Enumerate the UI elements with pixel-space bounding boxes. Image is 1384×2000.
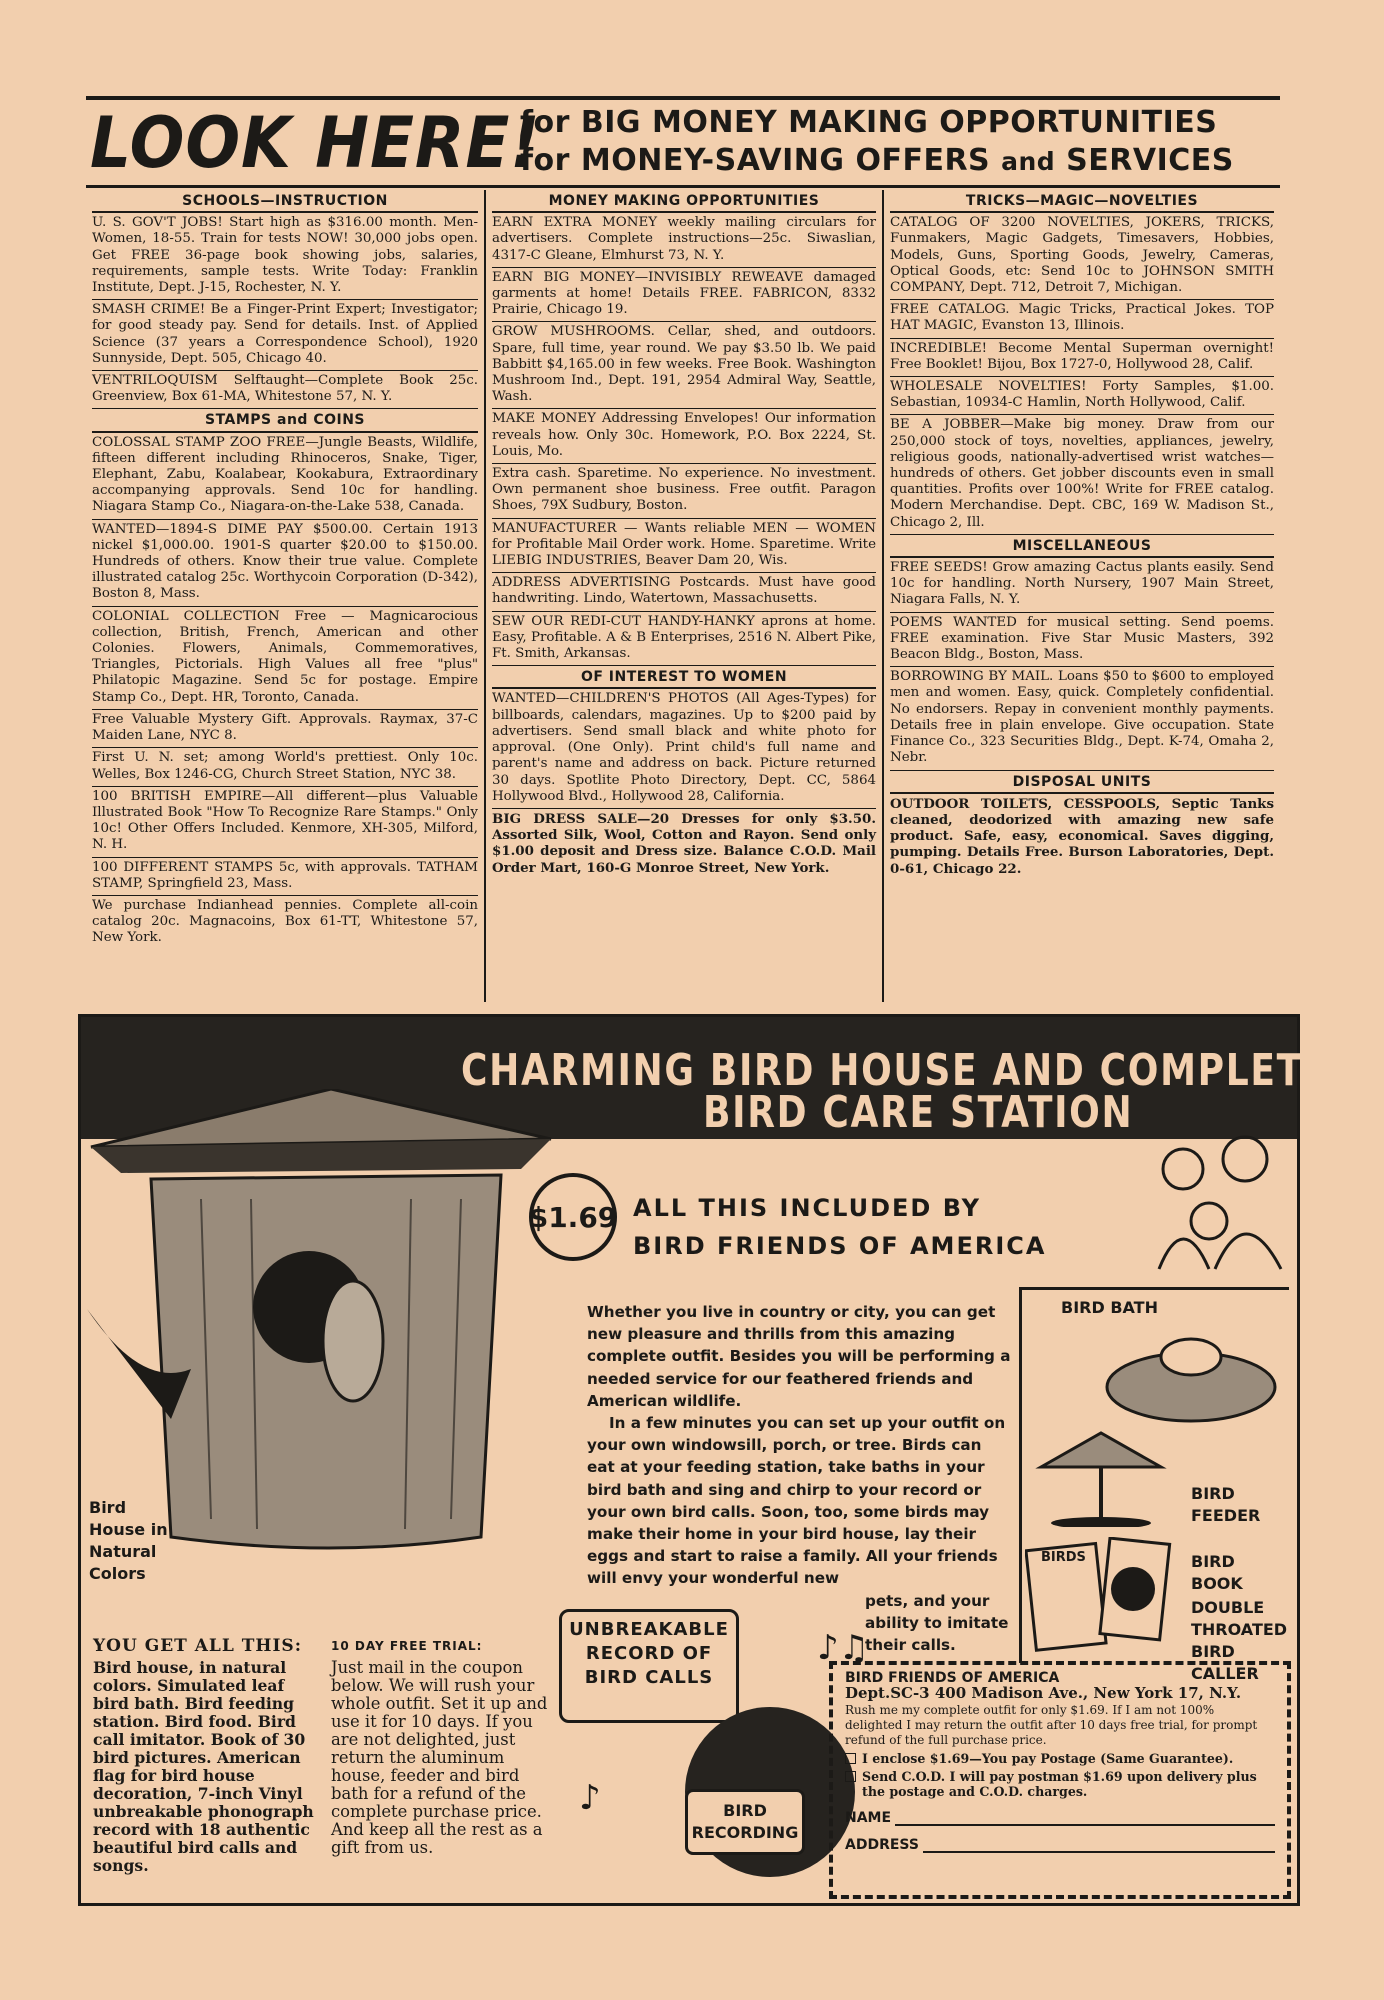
body-paragraph: In a few minutes you can set up your outfit on your own windowsill, porch, or tree. Birds can eat at your feeding station, take baths in your bird bath and sing and chirp to your record or your own bird calls. Soon, too, some birds may make their home in your bird house, lay their eggs and start to raise a family. All your friends will envy your wonderful new	[587, 1414, 1006, 1588]
classified-ad: EARN EXTRA MONEY weekly mailing circulars for advertisers. Complete instructions—25c. Siwaslian, 4317-C Gleane, Elmhurst 73, N. Y.	[492, 213, 876, 268]
classified-ad: 100 DIFFERENT STAMPS 5c, with approvals. TATHAM STAMP, Springfield 23, Mass.	[92, 858, 478, 896]
roof-shape	[91, 1089, 551, 1147]
checkbox[interactable]	[845, 1753, 856, 1764]
section-title: SCHOOLS—INSTRUCTION	[92, 190, 478, 213]
coupon-body: Rush me my complete outfit for only $1.69. If I am not 100% delighted I may return the outfit after 10 days free trial, for prompt refund of the full purchase price.	[845, 1703, 1258, 1747]
ad-headline-2: BIRD CARE STATION	[703, 1087, 1134, 1138]
address-field[interactable]	[845, 1838, 1275, 1853]
name-line[interactable]	[895, 1812, 1275, 1826]
classified-ad: CATALOG OF 3200 NOVELTIES, JOKERS, TRICKS, Funmakers, Magic Gadgets, Timesavers, Hobbies, Models, Guns, Sporting Goods, Jewelry, Cameras, Optical Goods, etc: Send 10c to JOHNSON SMITH COMPANY, Dept. 712, Detroit 7, Michigan.	[890, 213, 1274, 300]
checkbox[interactable]	[845, 1771, 856, 1782]
classified-ad: Extra cash. Sparetime. No experience. No investment. Own permanent shoe business. Free outfit. Paragon Shoes, 79X Sudbury, Boston.	[492, 464, 876, 519]
bird-book-cover-title: BIRDS	[1041, 1550, 1086, 1565]
bird-caller-label: DOUBLE THROATED BIRD CALLER	[1191, 1598, 1288, 1683]
classified-ad: SEW OUR REDI-CUT HANDY-HANKY aprons at home. Easy, Profitable. A & B Enterprises, 2516 N. Albert Pike, Ft. Smith, Arkansas.	[492, 612, 876, 667]
coupon-option-label: Send C.O.D. I will pay postman $1.69 upon delivery plus the postage and C.O.D. charges.	[862, 1769, 1257, 1799]
bird-feeder-label: BIRD FEEDER	[1191, 1484, 1261, 1525]
classified-ad: BIG DRESS SALE—20 Dresses for only $3.50. Assorted Silk, Wool, Cotton and Rayon. Send only $1.00 deposit and Dress size. Balance C.O.D. Mail Order Mart, 160-G Monroe Street, New York.	[492, 810, 876, 876]
family-illustration	[1149, 1129, 1289, 1279]
classified-ad: Free Valuable Mystery Gift. Approvals. Raymax, 37-C Maiden Lane, NYC 8.	[92, 710, 478, 748]
getall-text: Bird house, in natural colors. Simulated leaf bird bath. Bird feeding station. Bird food. Bird call imitator. Book of 30 bird pictures. American flag for bird house decoration, 7-inch Vinyl unbreakable phonograph record with 18 authentic beautiful bird calls and songs.	[93, 1658, 314, 1875]
classified-ad: U. S. GOV'T JOBS! Start high as $316.00 month. Men-Women, 18-55. Train for tests NOW! 30,000 jobs open. Get FREE 36-page book showing jobs, salaries, requirements, sample tests. Write Today: Franklin Institute, Dept. J-15, Rochester, N. Y.	[92, 213, 478, 300]
classified-ad: ADDRESS ADVERTISING Postcards. Must have good handwriting. Lindo, Watertown, Massachusetts.	[492, 573, 876, 611]
classified-ad: INCREDIBLE! Become Mental Superman overnight! Free Booklet! Bijou, Box 1727-0, Hollywood 28, Calif.	[890, 339, 1274, 377]
classified-ad: 100 BRITISH EMPIRE—All different—plus Valuable Illustrated Book "How To Recognize Rare Stamps." Only 10c! Other Offers Included. Kenmore, XH-305, Milford, N. H.	[92, 787, 478, 858]
classified-ad: VENTRILOQUISM Selftaught—Complete Book 25c. Greenview, Box 61-MA, Whitestone 57, N. Y.	[92, 371, 478, 409]
coupon-option[interactable]	[845, 1769, 1275, 1799]
order-coupon	[829, 1661, 1291, 1899]
coupon-company: BIRD FRIENDS OF AMERICA	[845, 1670, 1060, 1686]
address-field-label: ADDRESS	[845, 1837, 919, 1853]
classified-ad: OUTDOOR TOILETS, CESSPOOLS, Septic Tanks cleaned, deodorized with amazing new safe product. Safe, easy, economical. Saves digging, pumping. Details Free. Burson Laboratories, Dept. 0-61, Chicago 22.	[890, 795, 1274, 877]
classified-ad: BORROWING BY MAIL. Loans $50 to $600 to employed men and women. Easy, quick. Completely confidential. No endorsers. Repay in convenient monthly payments. Details free in plain envelope. Give occupation. State Finance Co., 323 Securities Bldg., Dept. K-74, Omaha 2, Nebr.	[890, 667, 1274, 770]
section-title: STAMPS and COINS	[92, 409, 478, 432]
classified-ad: POEMS WANTED for musical setting. Send poems. FREE examination. Five Star Music Masters, 392 Beacon Bldg., Boston, Mass.	[890, 613, 1274, 668]
included-banner	[633, 1189, 1046, 1265]
ad-headline-1: CHARMING BIRD HOUSE AND COMPLETE	[461, 1045, 1330, 1096]
record-callout: UNBREAKABLE RECORD OF BIRD CALLS	[559, 1609, 739, 1723]
classified-page	[86, 96, 1280, 1002]
section-title: MONEY MAKING OPPORTUNITIES	[492, 190, 876, 213]
ad-body-copy	[587, 1301, 1011, 1656]
body-paragraph: pets, and your ability to imitate their calls.	[865, 1591, 1009, 1655]
bird-house-label: Bird House in Natural Colors	[89, 1498, 168, 1583]
classified-columns	[86, 190, 1280, 1002]
classified-ad: We purchase Indianhead pennies. Complete all-coin catalog 20c. Magnacoins, Box 61-TT, Whitestone 57, New York.	[92, 897, 478, 946]
bird-book-label: BIRD BOOK	[1191, 1552, 1243, 1593]
coupon-address-line	[845, 1686, 1275, 1701]
classified-ad: FREE SEEDS! Grow amazing Cactus plants easily. Send 10c for handling. North Nursery, 1907 Main Street, Niagara Falls, N. Y.	[890, 558, 1274, 613]
trial-text: Just mail in the coupon below. We will rush your whole outfit. Set it up and use it for 10 days. If you are not delighted, just return the aluminum house, feeder and bird bath for a refund of the complete purchase price. And keep all the rest as a gift from us.	[331, 1658, 548, 1857]
classified-ad: GROW MUSHROOMS. Cellar, shed, and outdoors. Spare, full time, year round. We pay $3.50 lb. We paid Babbitt $4,165.00 in few weeks. Free Book. Washington Mushroom Ind., Dept. 191, 2954 Admiral Way, Seattle, Wash.	[492, 322, 876, 409]
classified-ad: COLONIAL COLLECTION Free — Magnicarocious collection, British, French, American and other Colonies. Flowers, Animals, Commemoratives, Triangles, Pictorials. High Values all free "plus" Philatopic Magazine. Send 5c for postage. Empire Stamp Co., Dept. HR, Toronto, Canada.	[92, 607, 478, 710]
trial-heading: 10 DAY FREE TRIAL:	[331, 1639, 483, 1653]
column-1	[86, 190, 484, 1002]
tagline-1: for BIG MONEY MAKING OPPORTUNITIES	[520, 105, 1218, 140]
included-line-1: ALL THIS INCLUDED BY	[633, 1194, 982, 1222]
coupon-dept: Dept.SC-3	[845, 1684, 930, 1702]
music-note-icon: ♪	[579, 1778, 601, 1818]
record-label: BIRD RECORDING	[685, 1789, 805, 1855]
tagline-2b: and	[1001, 147, 1056, 176]
section-title: MISCELLANEOUS	[890, 535, 1274, 558]
classified-ad: SMASH CRIME! Be a Finger-Print Expert; Investigator; for good steady pay. Send for details. Inst. of Applied Science (37 years a Correspondence School), 1920 Sunnyside, Dept. 505, Chicago 40.	[92, 300, 478, 371]
bird-bath-label: BIRD BATH	[1061, 1298, 1158, 1317]
column-2	[484, 190, 882, 1002]
classified-ad: WANTED—CHILDREN'S PHOTOS (All Ages-Types) for billboards, calendars, magazines. Up to $200 paid by advertisers. Send small black and white photo for approval. (One Only). Print child's full name and parent's name and address on back. Picture returned 30 days. Spotlite Photo Directory, Dept. CC, 5864 Hollywood Blvd., Hollywood 28, California.	[492, 689, 876, 808]
masthead	[86, 96, 1280, 188]
column-3	[882, 190, 1280, 1002]
price-badge: $1.69	[529, 1173, 617, 1261]
getall-heading: YOU GET ALL THIS:	[93, 1636, 302, 1656]
classified-ad: FREE CATALOG. Magic Tricks, Practical Jokes. TOP HAT MAGIC, Evanston 13, Illinois.	[890, 300, 1274, 338]
classified-ad: WHOLESALE NOVELTIES! Forty Samples, $1.00. Sebastian, 10934-C Hamlin, North Hollywood, Calif.	[890, 377, 1274, 415]
tagline-2c: SERVICES	[1066, 143, 1234, 178]
free-trial	[331, 1637, 559, 1857]
taglines	[520, 104, 1234, 181]
classified-ad: COLOSSAL STAMP ZOO FREE—Jungle Beasts, Wildlife, fifteen different including Rhinoceros, Snake, Tiger, Elephant, Zabu, Koalabear, Kookabura, Extraordinary accompanying approvals. Send 10c for handling. Niagara Stamp Co., Niagara-on-the-Lake 538, Canada.	[92, 433, 478, 520]
coupon-option-label: I enclose $1.69—You pay Postage (Same Guarantee).	[862, 1751, 1234, 1766]
bird-bath-illustration	[1101, 1317, 1281, 1427]
classified-ad: WANTED—1894-S DIME PAY $500.00. Certain 1913 nickel $1,000.00. 1901-S quarter $20.00 to $150.00. Hundreds of others. Know their true value. Complete illustrated catalog 25c. Worthycoin Corporation (D-342), Boston 8, Mass.	[92, 520, 478, 607]
coupon-address: 400 Madison Ave., New York 17, N.Y.	[934, 1684, 1242, 1702]
section-title: DISPOSAL UNITS	[890, 771, 1274, 794]
classified-ad: MAKE MONEY Addressing Envelopes! Our information reveals how. Only 30c. Homework, P.O. Box 2224, St. Louis, Mo.	[492, 409, 876, 464]
bird-feeder-illustration	[1021, 1427, 1181, 1527]
body-paragraph: Whether you live in country or city, you can get new pleasure and thrills from this amazing complete outfit. Besides you will be performing a needed service for our feathered friends and American wildlife.	[587, 1303, 1011, 1410]
classified-ad: EARN BIG MONEY—INVISIBLY REWEAVE damaged garments at home! Details FREE. FABRICON, 8332 Prairie, Chicago 19.	[492, 268, 876, 323]
included-line-2: BIRD FRIENDS OF AMERICA	[633, 1232, 1047, 1260]
name-field-label: NAME	[845, 1810, 892, 1826]
tagline-2a: for MONEY-SAVING OFFERS	[520, 143, 991, 178]
address-line[interactable]	[923, 1839, 1275, 1853]
you-get-all-this	[93, 1637, 321, 1875]
classified-ad: First U. N. set; among World's prettiest. Only 10c. Welles, Box 1246-CG, Church Street Station, NYC 38.	[92, 748, 478, 786]
section-title: OF INTEREST TO WOMEN	[492, 666, 876, 689]
music-note-icon: ♪♫	[817, 1628, 870, 1668]
name-field[interactable]	[845, 1811, 1275, 1826]
bird-figure	[323, 1281, 383, 1401]
bird-house-advertisement	[78, 1014, 1330, 1906]
tagline-2	[520, 142, 1234, 181]
section-title: TRICKS—MAGIC—NOVELTIES	[890, 190, 1274, 213]
page-title: LOOK HERE!	[90, 101, 541, 184]
classified-ad: BE A JOBBER—Make big money. Draw from our 250,000 stock of toys, novelties, appliances, jewelry, religious goods, nationally-advertised wrist watches—hundreds of others. Get jobber discounts even in small quantities. Profits over 100%! Write for FREE catalog. Modern Merchandise. Dept. CBC, 169 W. Madison St., Chicago 2, Ill.	[890, 415, 1274, 534]
coupon-option[interactable]	[845, 1751, 1275, 1766]
classified-ad: MANUFACTURER — Wants reliable MEN — WOMEN for Profitable Mail Order work. Home. Sparetime. Write LIEBIG INDUSTRIES, Beaver Dam 20, Wis.	[492, 519, 876, 574]
